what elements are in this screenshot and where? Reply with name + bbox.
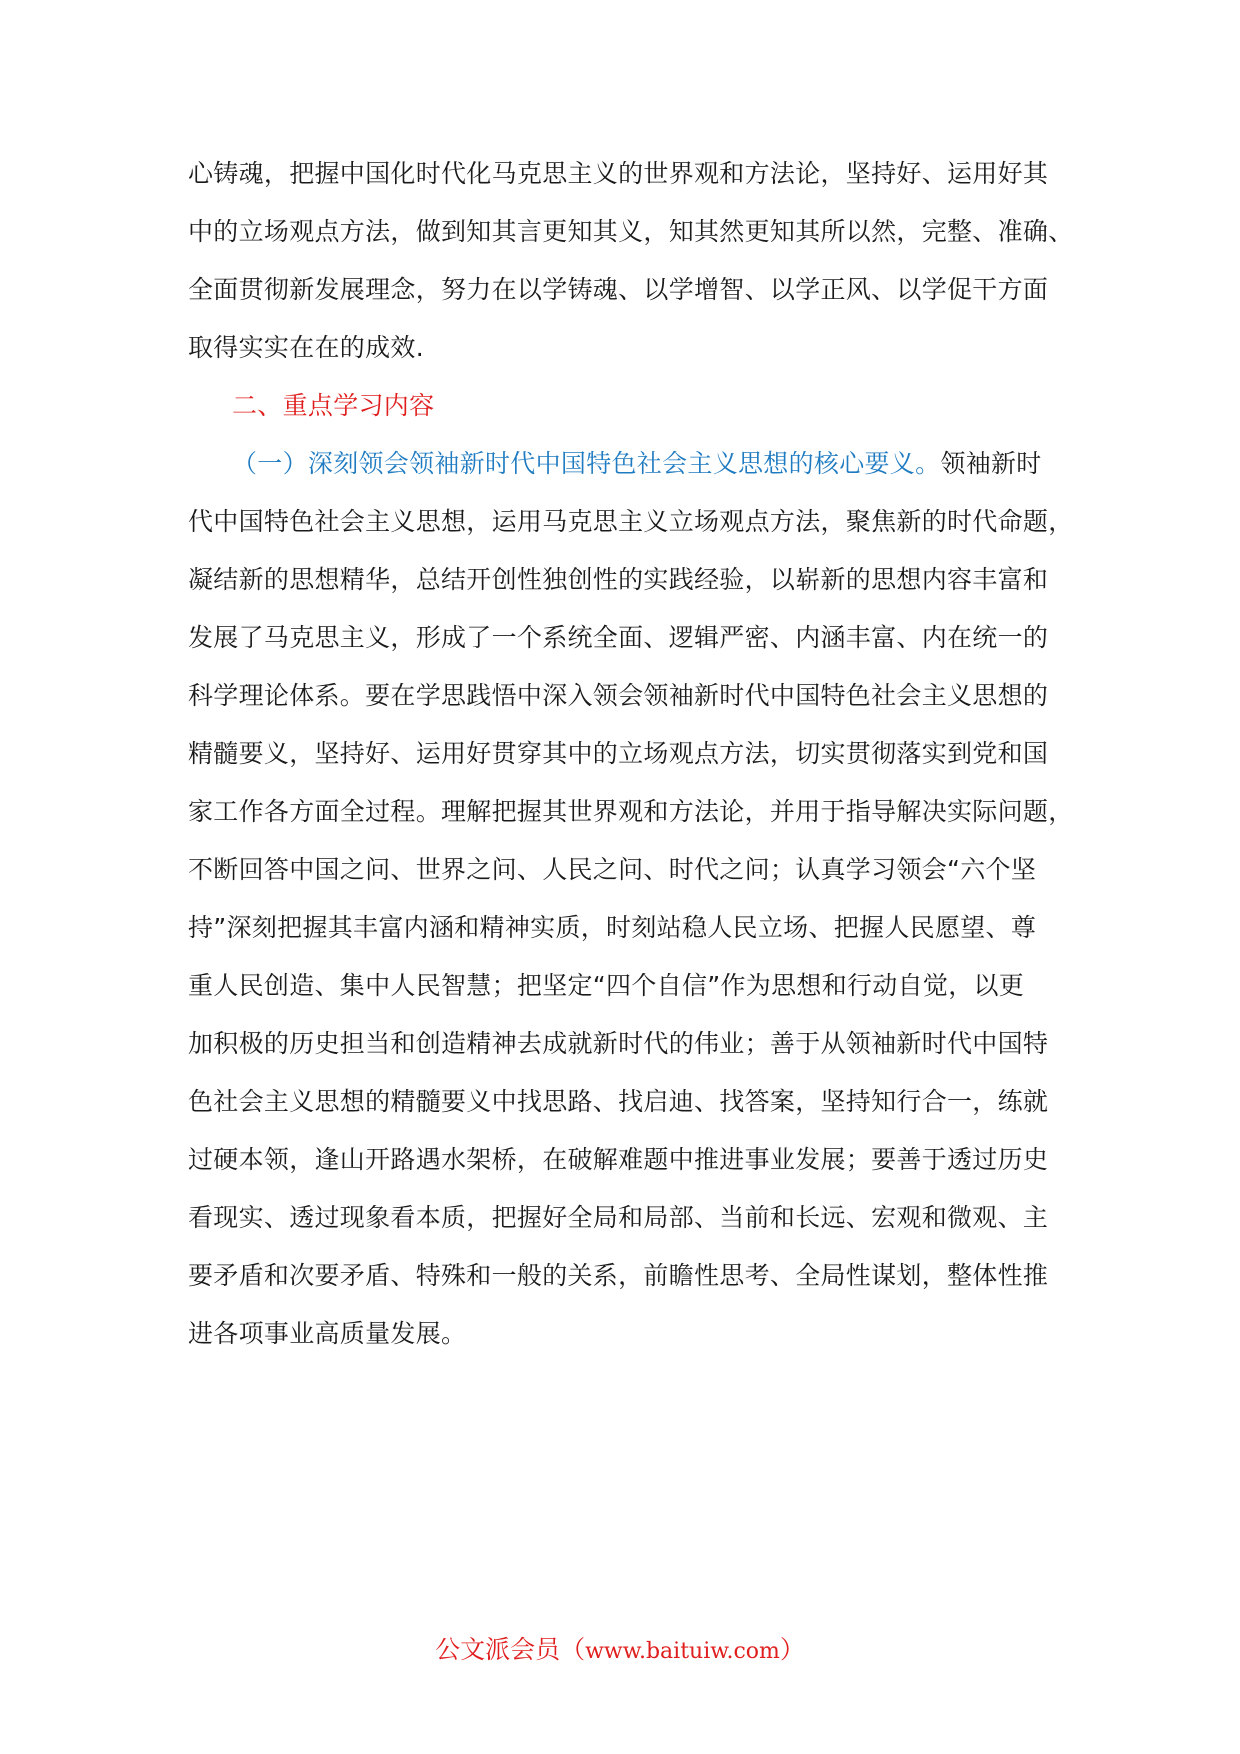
footer-watermark (0, 1634, 1240, 1668)
paragraph-line: 取得实实在在的成效. (188, 333, 424, 362)
footer-url: www.baituiw.com (585, 1639, 780, 1664)
paragraph-line: 科学理论体系。要在学思践悟中深入领会领袖新时代中国特色社会主义思想的 (188, 681, 1049, 710)
paragraph-line: 重人民创造、集中人民智慧；把坚定“四个自信”作为思想和行动自觉，以更 (188, 971, 1025, 1000)
paragraph-line: 色社会主义思想的精髓要义中找思路、找启迪、找答案，坚持知行合一，练就 (188, 1087, 1049, 1116)
paragraph-line: 代中国特色社会主义思想，运用马克思主义立场观点方法，聚焦新的时代命题， (188, 507, 1074, 536)
paragraph-line: 心铸魂，把握中国化时代化马克思主义的世界观和方法论，坚持好、运用好其 (188, 159, 1049, 188)
paragraph-line: 看现实、透过现象看本质，把握好全局和局部、当前和长远、宏观和微观、主 (188, 1203, 1049, 1232)
paragraph-line: 全面贯彻新发展理念，努力在以学铸魂、以学增智、以学正风、以学促干方面 (188, 275, 1049, 304)
paragraph-line: 加积极的历史担当和创造精神去成就新时代的伟业；善于从领袖新时代中国特 (188, 1029, 1049, 1058)
paragraph-line: 中的立场观点方法，做到知其言更知其义，知其然更知其所以然，完整、准确、 (188, 217, 1074, 246)
paragraph-line: 过硬本领，逢山开路遇水架桥，在破解难题中推进事业发展；要善于透过历史 (188, 1145, 1049, 1174)
paragraph-line: 发展了马克思主义，形成了一个系统全面、逻辑严密、内涵丰富、内在统一的 (188, 623, 1049, 652)
subsection-first-line (232, 448, 1042, 480)
paragraph-line: 家工作各方面全过程。理解把握其世界观和方法论，并用于指导解决实际问题， (188, 797, 1074, 826)
subsection-title: （一）深刻领会领袖新时代中国特色社会主义思想的核心要义。 (232, 449, 941, 478)
paragraph-line: 进各项事业高质量发展。 (188, 1319, 467, 1348)
subsection-first-line-text: 领袖新时 (940, 449, 1042, 478)
paragraph-line: 不断回答中国之问、世界之问、人民之问、时代之问；认真学习领会“六个坚 (188, 855, 1037, 884)
paragraph-line: 凝结新的思想精华，总结开创性独创性的实践经验，以崭新的思想内容丰富和 (188, 565, 1049, 594)
section-heading: 二、重点学习内容 (232, 391, 435, 420)
paragraph-line: 精髓要义，坚持好、运用好贯穿其中的立场观点方法，切实贯彻落实到党和国 (188, 739, 1049, 768)
footer-label: 公文派会员（ (435, 1635, 586, 1664)
paragraph-line: 要矛盾和次要矛盾、特殊和一般的关系，前瞻性思考、全局性谋划，整体性推 (188, 1261, 1049, 1290)
footer-close: ） (779, 1635, 805, 1664)
paragraph-line: 持”深刻把握其丰富内涵和精神实质，时刻站稳人民立场、把握人民愿望、尊 (188, 913, 1037, 942)
